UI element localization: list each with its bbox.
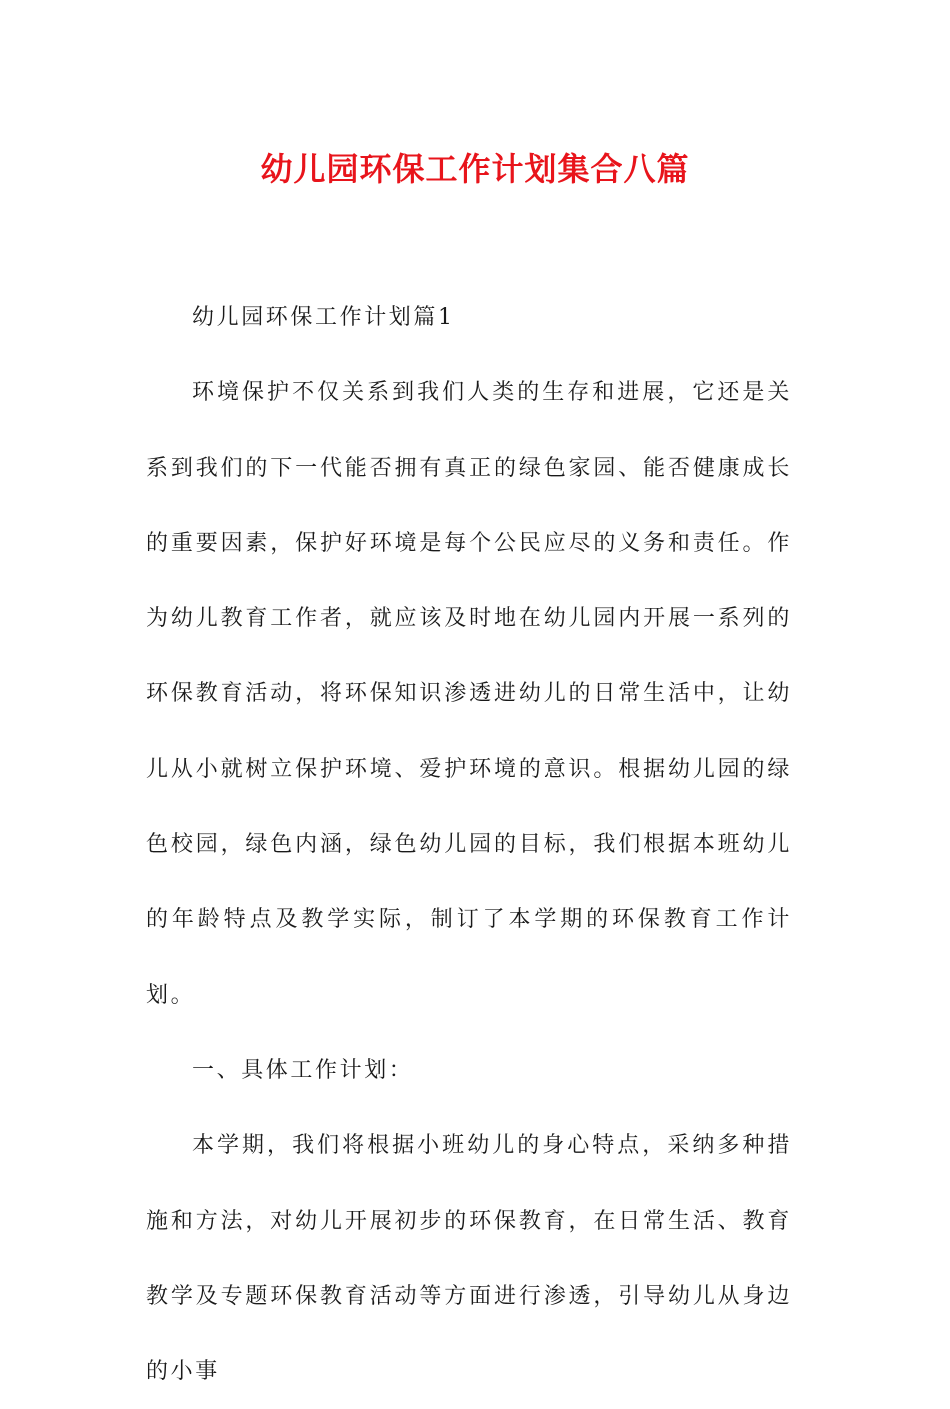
intro-paragraph: 环境保护不仅关系到我们人类的生存和进展，它还是关系到我们的下一代能否拥有真正的绿色家园、能否健康成长的重要因素，保护好环境是每个公民应尽的义务和责任。作为幼儿教育工作者，就应该及时地在幼儿园内开展一系列的环保教育活动，将环保知识渗透进幼儿的日常生活中，让幼儿从小就树立保护环境、爱护环境的意识。根据幼儿园的绿色校园，绿色内涵，绿色幼儿园的目标，我们根据本班幼儿的年龄特点及教学实际，制订了本学期的环保教育工作计划。 (146, 380, 792, 1008)
document-body (146, 280, 792, 1409)
section-heading-1: 幼儿园环保工作计划篇1 (192, 305, 455, 330)
document-title: 幼儿园环保工作计划集合八篇 (260, 150, 690, 188)
plan-paragraph: 本学期，我们将根据小班幼儿的身心特点，采纳多种措施和方法，对幼儿开展初步的环保教育，在日常生活、教育教学及专题环保教育活动等方面进行渗透，引导幼儿从身边的小事 (146, 1133, 792, 1385)
subsection-heading: 一、具体工作计划： (192, 1057, 414, 1083)
